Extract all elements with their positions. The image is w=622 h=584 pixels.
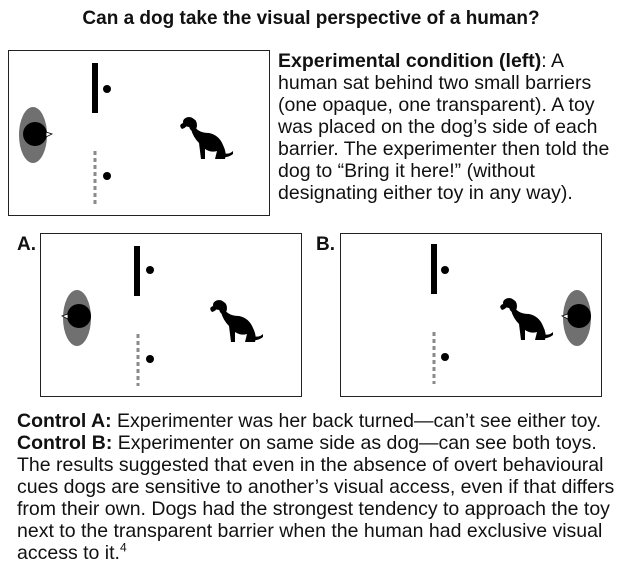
figure-title: Can a dog take the visual perspective of a human? xyxy=(82,8,540,29)
panel-a-label: A. xyxy=(17,234,36,255)
toy-transparent-side xyxy=(146,355,154,363)
human-head xyxy=(67,304,91,328)
control-a-text: Experimenter was her back turned—can’t see either toy. xyxy=(111,410,602,432)
dog-icon xyxy=(180,117,233,159)
footnote-ref: 4 xyxy=(119,540,127,555)
experimental-heading: Experimental condition (left) xyxy=(278,50,542,72)
control-a-heading: Control A: xyxy=(17,410,112,432)
toy-opaque-side xyxy=(146,266,154,274)
human-nose xyxy=(46,132,52,137)
human-figure xyxy=(19,107,52,163)
human-head xyxy=(23,122,47,146)
control-b-heading: Control B: xyxy=(17,432,113,454)
toy-transparent-side xyxy=(441,353,449,361)
toy-opaque-side xyxy=(103,85,111,93)
dog-icon xyxy=(500,298,553,340)
experimental-panel xyxy=(8,50,270,216)
opaque-barrier xyxy=(431,244,437,294)
opaque-barrier xyxy=(92,63,98,113)
human-figure-turned xyxy=(62,290,91,346)
controls-description xyxy=(17,410,617,564)
toy-opaque-side xyxy=(441,266,449,274)
experimental-text: : A human sat behind two small barriers (one opaque, one transparent). A toy was placed on the dog’s side of each barrier. The experimenter then told the dog to “Bring it here!” (without designating either toy in any way). xyxy=(278,50,610,204)
toy-transparent-side xyxy=(103,172,111,180)
control-b-panel xyxy=(340,233,602,397)
human-head xyxy=(567,304,591,328)
dog-icon xyxy=(210,300,263,342)
panel-b-label: B. xyxy=(316,234,335,255)
control-b-text: Experimenter on same side as dog—can see both toys. The results suggested that even in the absence of overt behavioural cues dogs are sensitive to another’s visual access, even if that differs from their own. Dogs had the strongest tendency to approach the toy next to the transparent barrier when the human had exclusive visual access to it. xyxy=(17,432,615,564)
opaque-barrier xyxy=(134,246,140,296)
experimental-description xyxy=(278,50,618,204)
control-a-panel xyxy=(40,233,302,397)
human-figure-dog-side xyxy=(562,290,591,346)
